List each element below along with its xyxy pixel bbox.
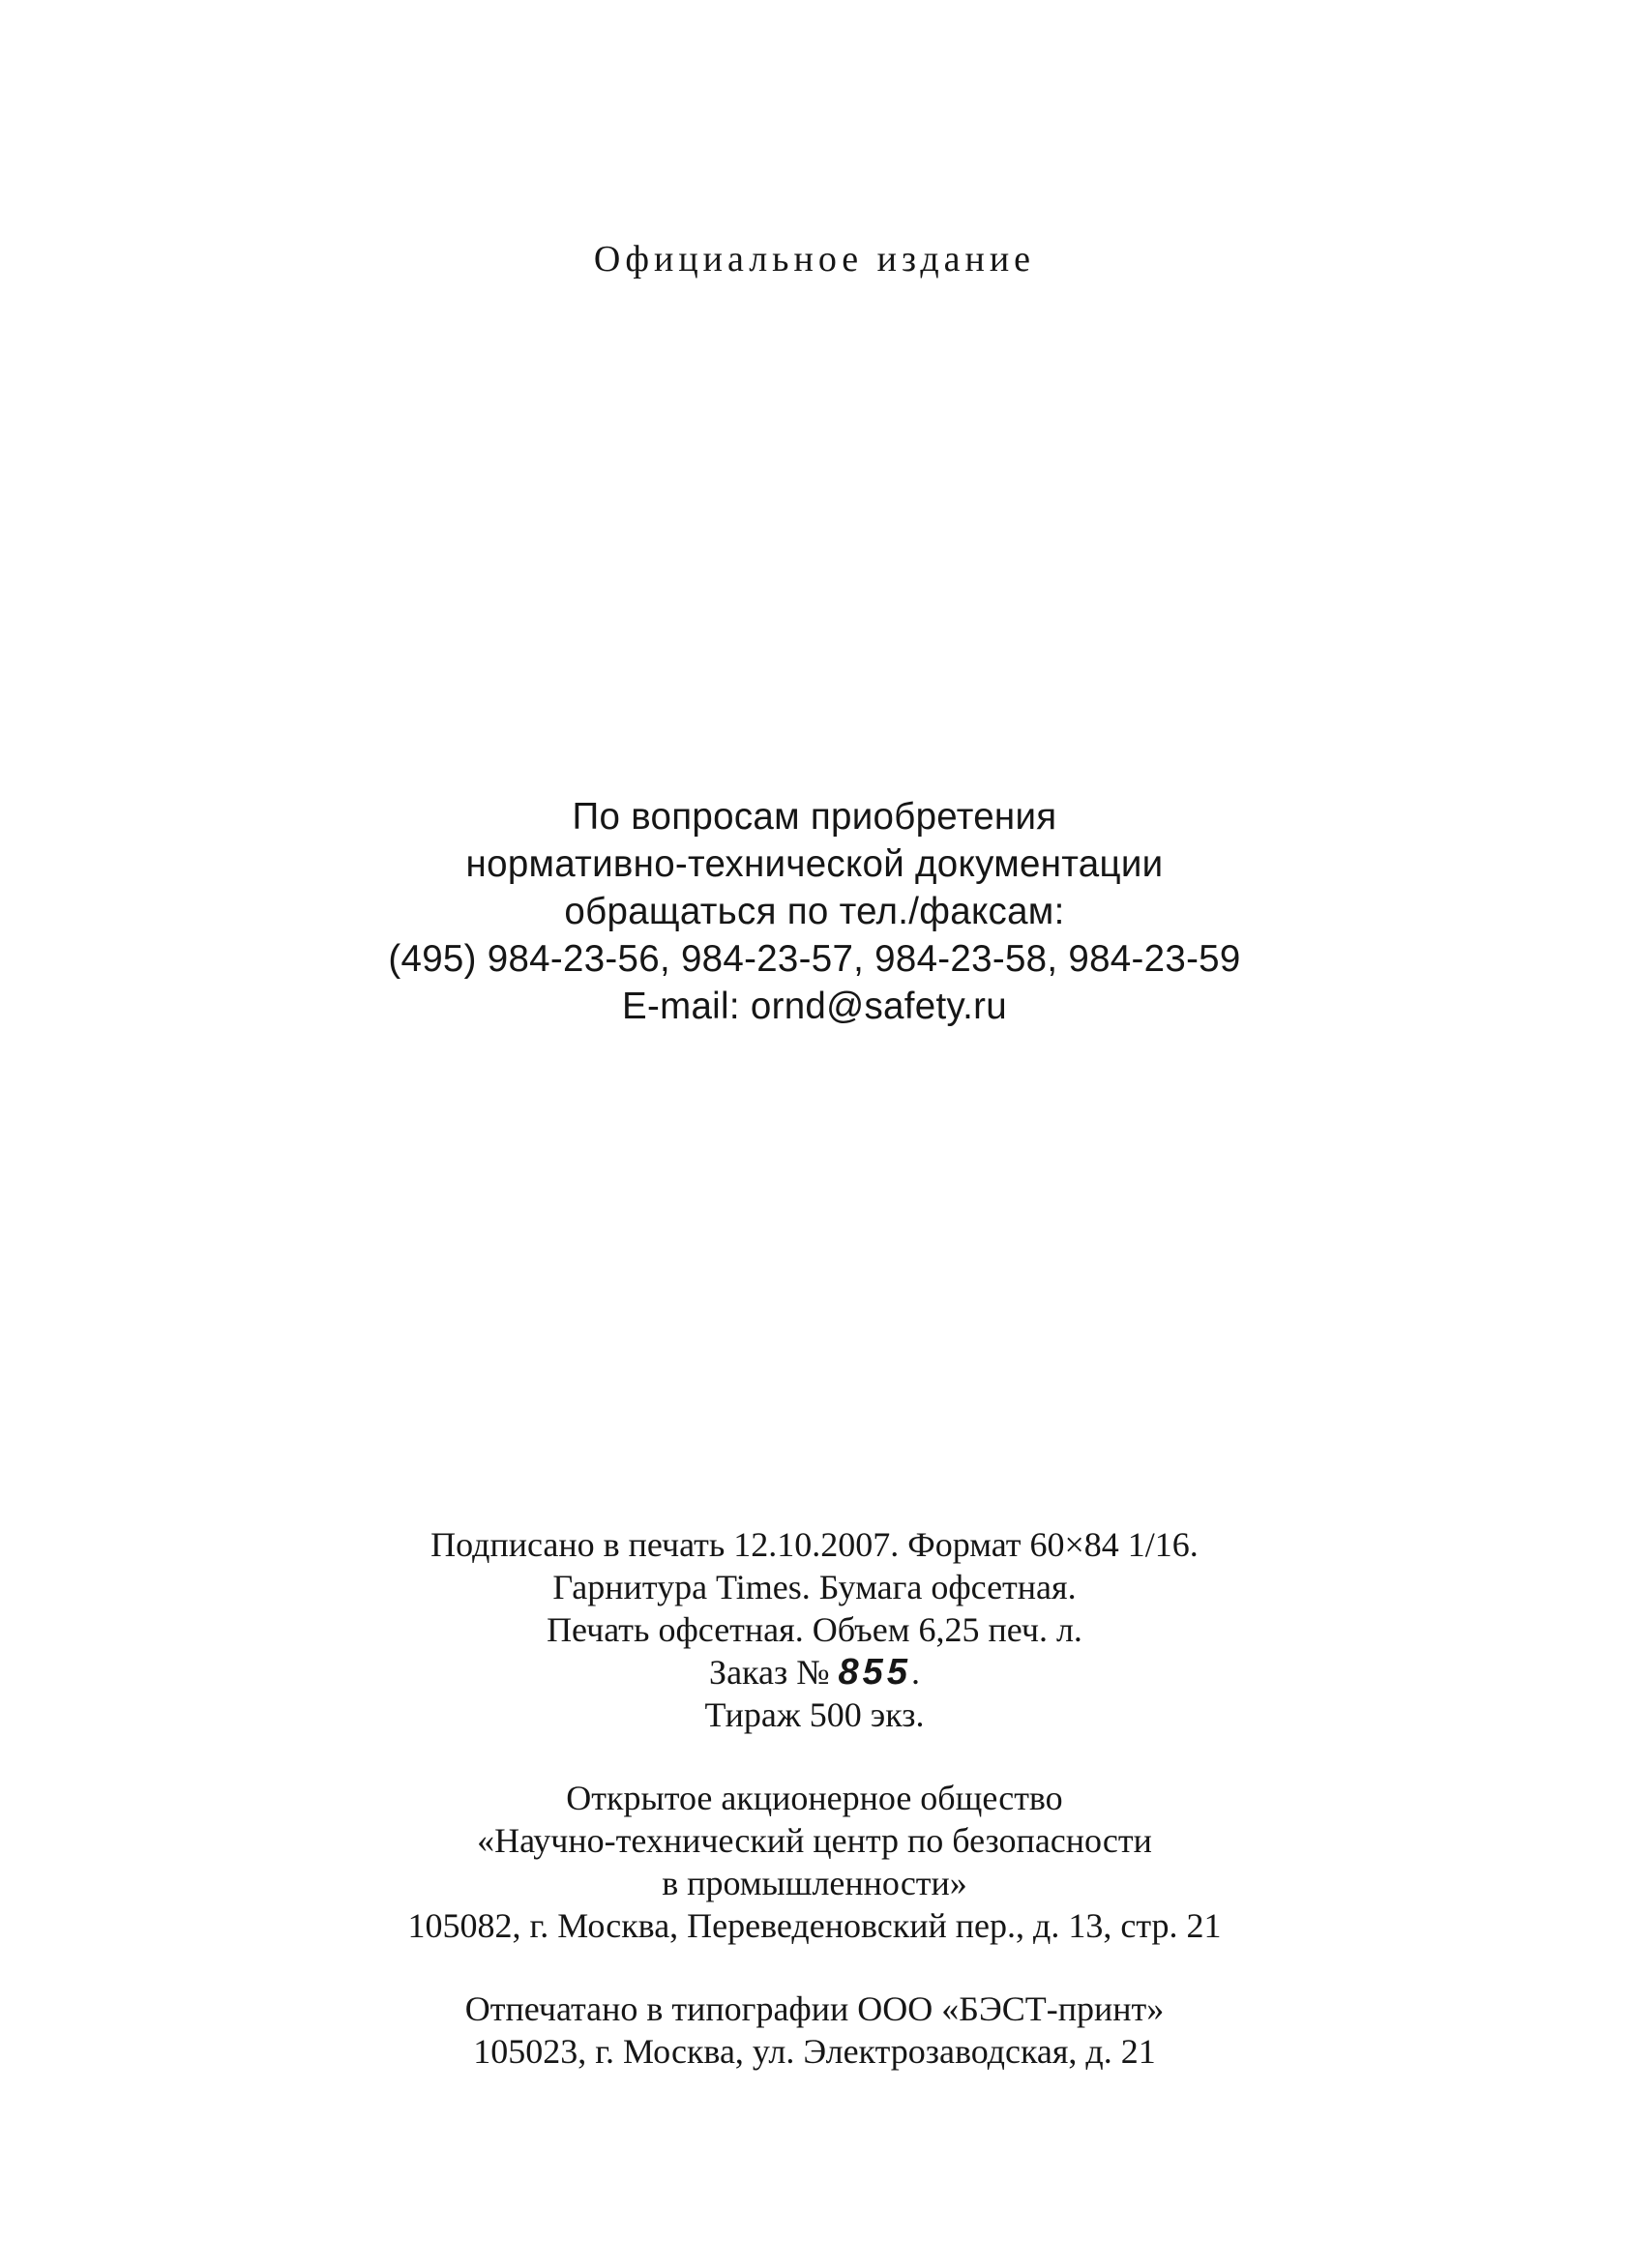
order-line [0, 1651, 1629, 1694]
publisher-line: «Научно-технический центр по безопасности [477, 1821, 1152, 1860]
contacts-phones: (495) 984-23-56, 984-23-57, 984-23-58, 984-23-59 [388, 938, 1241, 980]
contacts-email: E-mail: ornd@safety.ru [621, 986, 1007, 1027]
order-number: 855 [838, 1652, 911, 1693]
publisher-address: 105082, г. Москва, Переведеновский пер., д. 13, стр. 21 [407, 1906, 1222, 1945]
order-suffix: . [910, 1653, 920, 1692]
contacts-block [0, 793, 1629, 1030]
print-info-line: Подписано в печать 12.10.2007. Формат 60×84 1/16. [430, 1525, 1199, 1564]
order-prefix: Заказ № [709, 1653, 830, 1692]
print-info-line: Печать офсетная. Объем 6,25 печ. л. [547, 1610, 1082, 1649]
contacts-line: нормативно-технической документации [465, 843, 1164, 885]
publisher-line: в промышленности» [662, 1864, 967, 1902]
contacts-line: По вопросам приобретения [572, 796, 1057, 838]
printer-address: 105023, г. Москва, ул. Электрозаводская, д. 21 [473, 2032, 1156, 2071]
edition-label: Официальное издание [593, 239, 1036, 280]
print-info-line: Гарнитура Times. Бумага офсетная. [552, 1568, 1077, 1606]
section-spacer [0, 1736, 1629, 1777]
contacts-line: обращаться по тел./факсам: [564, 891, 1065, 932]
imprint-block [0, 1523, 1629, 2073]
publisher-line: Открытое акционерное общество [566, 1779, 1063, 1817]
printer-line: Отпечатано в типографии ООО «БЭСТ-принт» [464, 1989, 1165, 2028]
section-spacer [0, 1947, 1629, 1988]
circulation-line: Тираж 500 экз. [704, 1695, 925, 1734]
